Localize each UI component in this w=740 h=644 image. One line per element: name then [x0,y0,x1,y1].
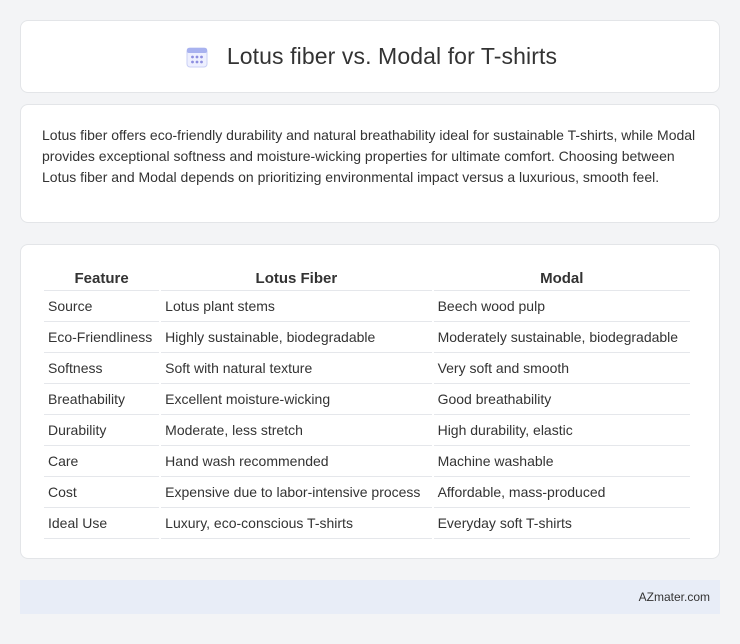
header-lotus-fiber: Lotus Fiber [161,265,431,291]
feature-cell: Ideal Use [44,508,159,539]
lotus-cell: Hand wash recommended [161,446,431,477]
header-feature: Feature [44,265,159,291]
footer-bar [20,580,720,614]
feature-cell: Softness [44,353,159,384]
feature-cell: Cost [44,477,159,508]
table-row [44,353,690,384]
comparison-table-card [20,244,720,559]
table-row [44,415,690,446]
lotus-cell: Luxury, eco-conscious T-shirts [161,508,431,539]
lotus-cell: Expensive due to labor-intensive process [161,477,431,508]
modal-cell: Very soft and smooth [434,353,690,384]
feature-cell: Eco-Friendliness [44,322,159,353]
modal-cell: High durability, elastic [434,415,690,446]
intro-card [20,104,720,223]
modal-cell: Beech wood pulp [434,291,690,322]
lotus-cell: Moderate, less stretch [161,415,431,446]
lotus-cell: Lotus plant stems [161,291,431,322]
modal-cell: Good breathability [434,384,690,415]
feature-cell: Breathability [44,384,159,415]
modal-cell: Moderately sustainable, biodegradable [434,322,690,353]
calendar-grid-icon [183,43,211,71]
title-wrap [183,43,557,71]
comparison-table [42,265,692,539]
modal-cell: Affordable, mass-produced [434,477,690,508]
page-title: Lotus fiber vs. Modal for T-shirts [226,43,558,69]
table-row [44,291,690,322]
header-modal: Modal [434,265,690,291]
modal-cell: Machine washable [434,446,690,477]
table-row [44,384,690,415]
feature-cell: Care [44,446,159,477]
table-row [44,508,690,539]
title-card [20,20,720,93]
lotus-cell: Excellent moisture-wicking [161,384,431,415]
table-row [44,446,690,477]
lotus-cell: Highly sustainable, biodegradable [161,322,431,353]
feature-cell: Source [44,291,159,322]
feature-cell: Durability [44,415,159,446]
intro-paragraph: Lotus fiber offers eco-friendly durability and natural breathability ideal for sustainable T-shirts, while Modal provides exceptional softness and moisture-wicking properties for ultimate comfort. Choosing between Lotus fiber and Modal depends on prioritizing environmental impact versus a luxurious, smooth feel. [42,127,696,185]
modal-cell: Everyday soft T-shirts [434,508,690,539]
table-row [44,477,690,508]
table-row [44,322,690,353]
footer-site-name: AZmater.com [638,590,710,604]
table-header-row [44,265,690,291]
lotus-cell: Soft with natural texture [161,353,431,384]
